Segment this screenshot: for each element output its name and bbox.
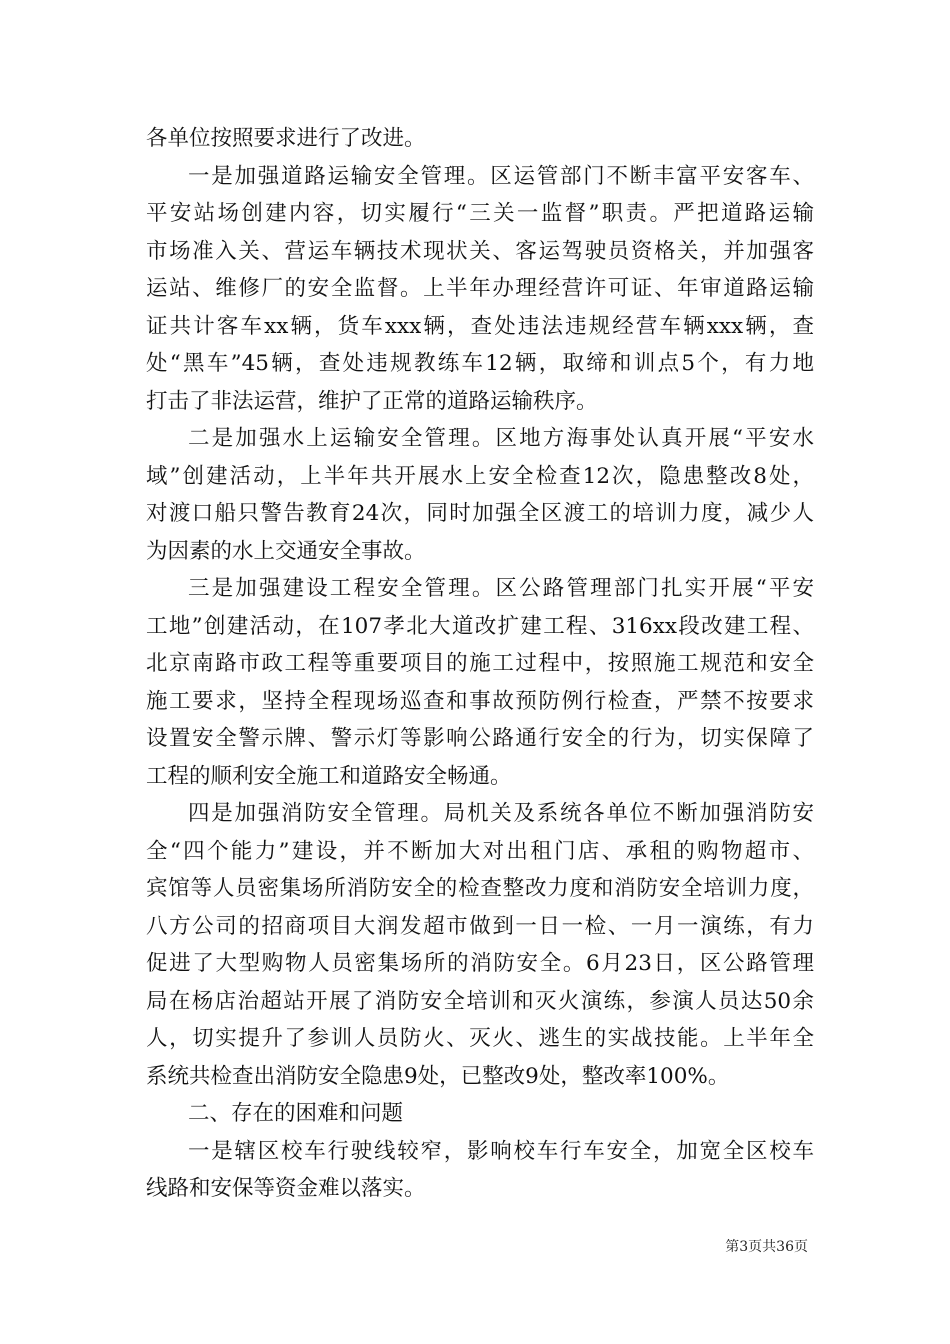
paragraph-line: 工程的顺利安全施工和道路安全畅通。 xyxy=(146,763,512,789)
paragraph-line: 证共计客车xx辆，货车xxx辆，查处违法违规经营车辆xxx辆，查 xyxy=(146,313,814,339)
paragraph-line: 八方公司的招商项目大润发超市做到一日一检、一月一演练，有力 xyxy=(146,913,814,939)
paragraph-line: 人，切实提升了参训人员防火、灭火、逃生的实战技能。上半年全 xyxy=(146,1026,814,1051)
paragraph-line: 对渡口船只警告教育24次，同时加强全区渡工的培训力度，减少人 xyxy=(146,501,814,526)
paragraph-line: 二是加强水上运输安全管理。区地方海事处认真开展“平安水 xyxy=(188,426,814,451)
paragraph-line: 运站、维修厂的安全监督。上半年办理经营许可证、年审道路运输 xyxy=(146,276,814,301)
paragraph-line: 宾馆等人员密集场所消防安全的检查整改力度和消防安全培训力度， xyxy=(146,876,814,901)
paragraph-line: 处“黑车”45辆，查处违规教练车12辆，取缔和训点5个，有力地 xyxy=(146,351,814,376)
paragraph-line: 平安站场创建内容，切实履行“三关一监督”职责。严把道路运输 xyxy=(146,201,814,226)
paragraph-line: 各单位按照要求进行了改进。 xyxy=(146,126,426,151)
paragraph-line: 北京南路市政工程等重要项目的施工过程中，按照施工规范和安全 xyxy=(146,651,814,676)
paragraph-line: 四是加强消防安全管理。局机关及系统各单位不断加强消防安 xyxy=(188,801,814,826)
paragraph-line: 一是辖区校车行驶线较窄，影响校车行车安全，加宽全区校车 xyxy=(188,1138,814,1164)
paragraph-line: 施工要求，坚持全程现场巡查和事故预防例行检查，严禁不按要求 xyxy=(146,688,814,714)
section-heading: 二、存在的困难和问题 xyxy=(188,1101,404,1126)
paragraph-line: 线路和安保等资金难以落实。 xyxy=(146,1176,426,1201)
paragraph-line: 域”创建活动，上半年共开展水上安全检查12次，隐患整改8处， xyxy=(146,463,814,489)
paragraph-line: 工地”创建活动，在107孝北大道改扩建工程、316xx段改建工程、 xyxy=(146,613,814,639)
paragraph-line: 为因素的水上交通安全事故。 xyxy=(146,538,426,564)
paragraph-line: 打击了非法运营，维护了正常的道路运输秩序。 xyxy=(146,388,598,414)
paragraph-line: 市场准入关、营运车辆技术现状关、客运驾驶员资格关，并加强客 xyxy=(146,238,814,264)
paragraph-line: 设置安全警示牌、警示灯等影响公路通行安全的行为，切实保障了 xyxy=(146,726,814,751)
paragraph-line: 系统共检查出消防安全隐患9处，已整改9处，整改率100%。 xyxy=(146,1063,730,1089)
paragraph-line: 一是加强道路运输安全管理。区运管部门不断丰富平安客车、 xyxy=(188,163,814,189)
paragraph-line: 局在杨店治超站开展了消防安全培训和灭火演练，参演人员达50余 xyxy=(146,988,814,1014)
paragraph-line: 三是加强建设工程安全管理。区公路管理部门扎实开展“平安 xyxy=(188,576,814,601)
paragraph-line: 全“四个能力”建设，并不断加大对出租门店、承租的购物超市、 xyxy=(146,838,814,864)
document-body xyxy=(146,120,814,1208)
page-number: 第3页共36页 xyxy=(725,1239,808,1255)
paragraph-line: 促进了大型购物人员密集场所的消防安全。6月23日，区公路管理 xyxy=(146,951,814,976)
